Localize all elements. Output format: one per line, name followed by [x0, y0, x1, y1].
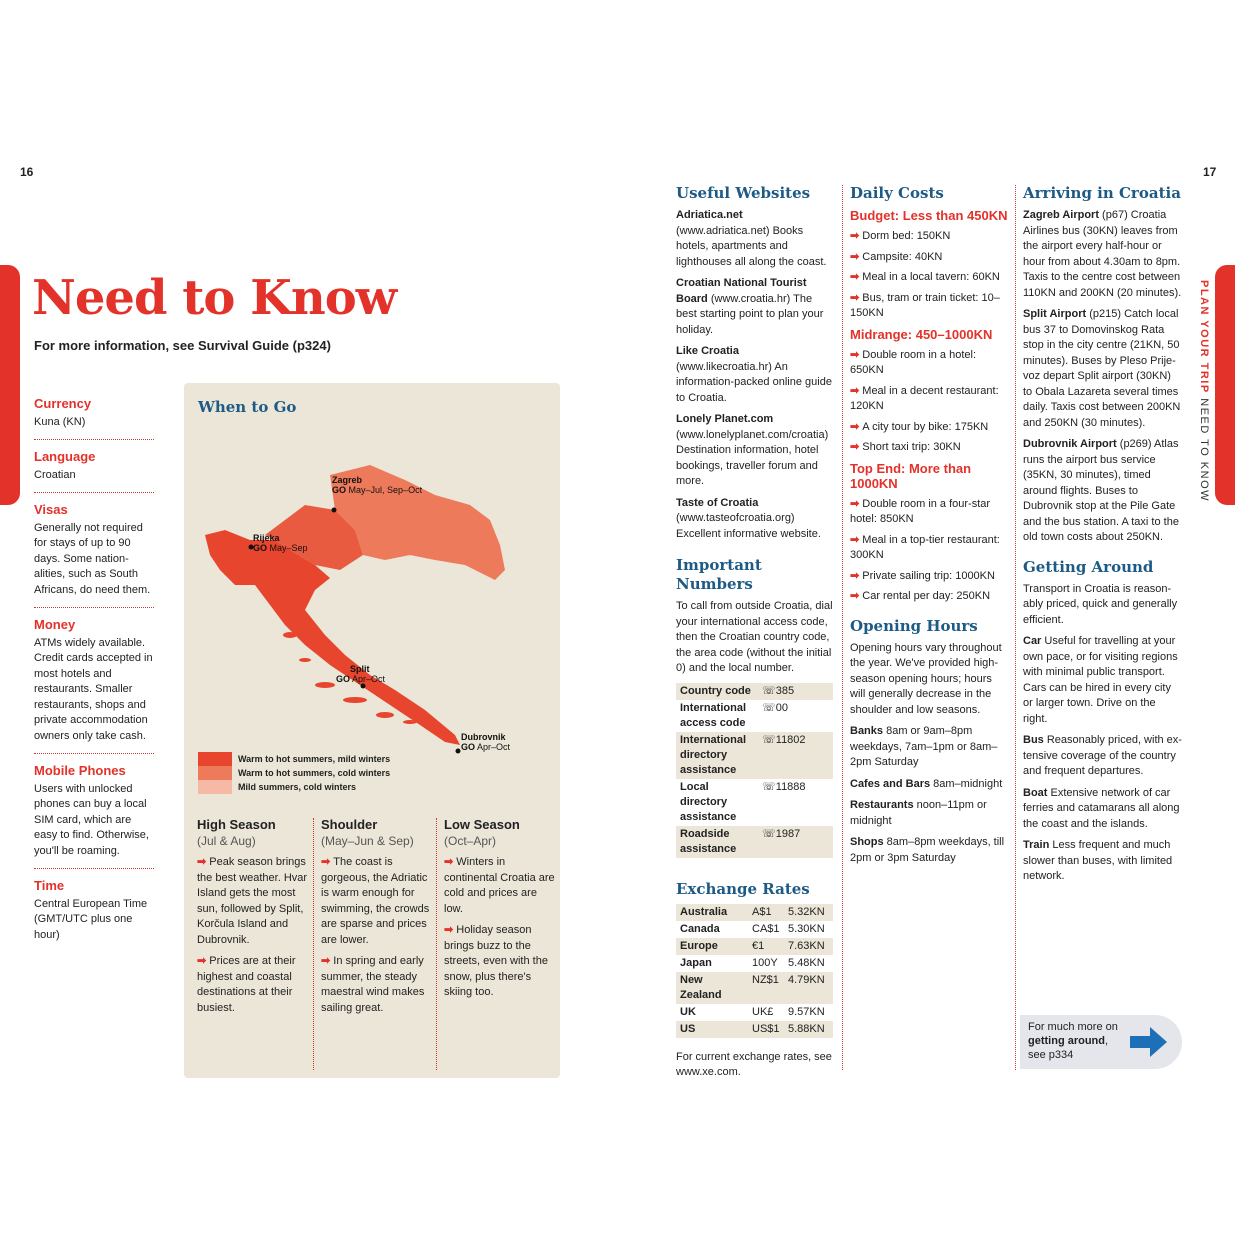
transport-item-name: Boat — [1023, 786, 1048, 799]
page-title: Need to Know — [32, 270, 397, 326]
fact-title: Money — [34, 617, 76, 632]
numbers-value: ☏00 — [762, 701, 789, 714]
season-point: ➡ Winters in continental Croatia are cold and prices are low. — [444, 856, 555, 915]
arrow-right-icon: ➡ — [197, 955, 210, 967]
season-divider — [436, 818, 437, 1070]
exchange-row — [676, 972, 833, 1004]
hours-item: Shops 8am–8pm weekdays, till 2pm or 3pm Saturday — [850, 836, 1005, 864]
website-item-name: Adriatica.net — [676, 209, 743, 221]
transport-item: Boat Extensive network of car ferries and catamarans all along the coast and the islands. — [1023, 786, 1180, 830]
website-item: Taste of Croatia (www.tasteofcroatia.org) Excellent informative website. — [676, 496, 821, 540]
season-dates: (May–Jun & Sep) — [321, 833, 414, 848]
transport-item: Train Less frequent and much slower than buses, with limited network. — [1023, 839, 1173, 882]
exchange-row — [676, 955, 833, 972]
fact-text: Central European Time (GMT/UTC plus one hour) — [34, 897, 148, 941]
hours-item-name: Banks — [850, 725, 884, 737]
website-item: Croatian National Tourist Board (www.croatia.hr) The best starting point to plan your holiday. — [676, 277, 824, 336]
season-point: ➡ The coast is gorgeous, the Adriatic is warm enough for swimming, the crowds are sparse and prices are lower. — [321, 856, 430, 946]
arrow-right-icon: ➡ — [850, 291, 863, 304]
hours-item: Restaurants noon–11pm or midnight — [850, 799, 987, 827]
exchange-rate: 5.30KN — [788, 922, 825, 935]
cost-item: ➡ Meal in a local tavern: 60KN — [850, 271, 1000, 283]
fact-text: Kuna (KN) — [34, 415, 86, 428]
exchange-unit: UK£ — [752, 1005, 774, 1018]
legend-swatch — [198, 780, 232, 794]
numbers-intro: To call from outside Croatia, dial your international access code, then the Croatian country code, the area code (without the initial 0) and the local number. — [676, 600, 833, 674]
map-label-rijeka: Rijeka — [253, 533, 280, 543]
season-dates: (Oct–Apr) — [444, 833, 497, 848]
fact-block — [34, 449, 154, 493]
arriving-item: Dubrovnik Airport (p269) Atlas runs the airport bus service (35KN, 30 minutes), timed around flights. Buses to Dubrovnik stop at the Pile Gate and the bus station. A taxi to the old town costs about 250KN. — [1023, 438, 1179, 543]
map-go-rijeka: GO May–Sep — [253, 543, 308, 553]
exchange-row — [676, 1021, 833, 1038]
phone-icon: ☏ — [762, 733, 776, 746]
websites-title: Useful Websites — [676, 184, 811, 202]
arriving-item-name: Split Airport — [1023, 308, 1087, 320]
arrow-right-icon: ➡ — [850, 441, 863, 453]
chapter-running-head — [1192, 280, 1210, 510]
fact-text: Users with unlocked phones can buy a local SIM card, which are easy to find. Otherwise, you'll be roaming. — [34, 782, 149, 857]
exchange-rate: 9.57KN — [788, 1005, 825, 1018]
fact-title: Mobile Phones — [34, 763, 126, 778]
website-item: Lonely Planet.com (www.lonelyplanet.com/croatia) Destination information, hotel bookings, traveller forum and more. — [676, 413, 829, 487]
exchange-rate: 5.32KN — [788, 905, 825, 918]
fact-title: Language — [34, 449, 96, 464]
season-title: Shoulder — [321, 817, 378, 832]
numbers-title: Important Numbers — [676, 556, 762, 593]
phone-icon: ☏ — [762, 684, 776, 697]
chapter-tab-left — [0, 265, 20, 505]
cost-item: ➡ A city tour by bike: 175KN — [850, 420, 989, 433]
exchange-country: US — [680, 1022, 696, 1035]
hours-title: Opening Hours — [850, 616, 978, 635]
arrow-right-icon: ➡ — [850, 420, 863, 433]
cost-item: ➡ Bus, tram or train ticket: 10–150KN — [850, 291, 1000, 319]
season-point: ➡ Holiday season brings buzz to the streets, even with the snow, plus there's skiing too. — [444, 924, 548, 998]
hours-item: Cafes and Bars 8am–midnight — [850, 777, 1003, 790]
season-low — [444, 817, 556, 1007]
website-item-name: Croatian National Tourist Board — [676, 277, 807, 305]
season-dates: (Jul & Aug) — [197, 833, 256, 848]
costs-list — [850, 208, 1008, 605]
exchange-unit: €1 — [752, 939, 765, 952]
chapter-tab-right — [1215, 265, 1235, 505]
arriving-item-name: Dubrovnik Airport — [1023, 438, 1117, 450]
fact-title: Visas — [34, 502, 68, 517]
hours-item-name: Restaurants — [850, 799, 914, 811]
around-list — [1023, 634, 1183, 885]
fact-title: Currency — [34, 396, 92, 411]
season-shoulder — [321, 817, 433, 1022]
arrow-right-icon: ➡ — [850, 533, 863, 546]
exchange-row — [676, 904, 833, 921]
exchange-country: Canada — [680, 922, 720, 935]
map-go-split: GO Apr–Oct — [336, 674, 386, 684]
column-divider — [1015, 185, 1016, 1070]
arrow-right-icon: ➡ — [850, 348, 863, 361]
numbers-value: ☏385 — [762, 684, 795, 697]
when-to-go-title: When to Go — [198, 398, 297, 416]
around-intro: Transport in Croatia is reason-ably priced, quick and generally efficient. — [1023, 582, 1178, 626]
exchange-title: Exchange Rates — [676, 879, 810, 898]
cost-item: ➡ Double room in a four-star hotel: 850KN — [850, 497, 991, 525]
cost-item: ➡ Meal in a decent restaurant: 120KN — [850, 384, 999, 412]
legend-item — [198, 752, 390, 766]
website-item-name: Taste of Croatia — [676, 496, 759, 509]
legend-label: Mild summers, cold winters — [238, 782, 357, 792]
numbers-label: International directory assistance — [680, 733, 747, 776]
getting-around-crossref[interactable]: For much more on getting around, see p334 — [1020, 1015, 1182, 1069]
column-websites-numbers — [676, 184, 834, 1087]
exchange-unit: A$1 — [752, 905, 772, 918]
phone-icon: ☏ — [762, 701, 776, 714]
arrow-right-icon: ➡ — [321, 955, 334, 967]
numbers-value: ☏11888 — [762, 780, 806, 793]
exchange-country: UK — [680, 1005, 696, 1018]
legend-swatch — [198, 766, 232, 780]
cost-item: ➡ Dorm bed: 150KN — [850, 230, 951, 242]
exchange-unit: CA$1 — [752, 922, 780, 935]
column-arriving-around — [1023, 184, 1183, 891]
map-label-dubrovnik: Dubrovnik — [461, 732, 506, 742]
websites-list — [676, 208, 834, 542]
arriving-item: Zagreb Airport (p67) Croatia Airlines bus (30KN) leaves from the airport every half-hour or hour from about 4.30am to 8pm. Taxis to the centre cost between 110KN and 200KN (20 minutes). — [1023, 209, 1182, 299]
fact-text: Croatian — [34, 468, 76, 481]
arriving-title: Arriving in Croatia — [1023, 184, 1181, 202]
arriving-item-name: Zagreb Airport — [1023, 209, 1099, 221]
arriving-item: Split Airport (p215) Catch local bus 37 to Domovinskog Rata stop in the city centre (21KN, 50 minutes). Buses by Pleso Prije-voz depart Split airport (30KN) to Obala Lazareta several times daily. Taxis cost between 200KN and 250KN (30 minutes). — [1023, 308, 1181, 429]
exchange-row — [676, 938, 833, 955]
fact-block — [34, 878, 154, 952]
cost-tier-heading: Midrange: 450–1000KN — [850, 326, 993, 342]
exchange-unit: NZ$1 — [752, 973, 779, 986]
promo-line1: For much more on — [1028, 1021, 1118, 1033]
cost-item: ➡ Car rental per day: 250KN — [850, 590, 991, 602]
cost-item: ➡ Short taxi trip: 30KN — [850, 441, 961, 453]
cost-item: ➡ Private sailing trip: 1000KN — [850, 569, 995, 582]
arrow-right-icon: ➡ — [850, 569, 863, 582]
exchange-row — [676, 1004, 833, 1021]
exchange-rate: 7.63KN — [788, 939, 825, 952]
transport-item-name: Car — [1023, 635, 1042, 647]
fact-text: ATMs widely available. Credit cards accepted in most hotels and restaurants. Smaller restaurants, shops and private accommodation owners only take cash. — [34, 636, 153, 742]
cost-tier-heading: Budget: Less than 450KN — [850, 208, 1008, 223]
cost-item: ➡ Campsite: 40KN — [850, 250, 943, 263]
fact-block — [34, 502, 154, 608]
map-go-dubrovnik: GO Apr–Oct — [461, 742, 510, 752]
legend-label: Warm to hot summers, mild winters — [238, 754, 391, 764]
arrow-right-icon: ➡ — [850, 384, 863, 397]
arriving-list — [1023, 208, 1183, 546]
cost-item: ➡ Meal in a top-tier restaurant: 300KN — [850, 533, 1000, 561]
season-divider — [313, 818, 314, 1070]
map-label-split: Split — [350, 664, 370, 674]
arrow-right-icon: ➡ — [850, 250, 863, 263]
hours-item-name: Cafes and Bars — [850, 777, 931, 790]
numbers-row — [676, 700, 833, 732]
season-point: ➡ In spring and early summer, the steady maestral wind makes sailing great. — [321, 955, 425, 1014]
arrow-right-icon: ➡ — [850, 590, 863, 602]
cost-item: ➡ Double room in a hotel: 650KN — [850, 348, 977, 376]
numbers-row — [676, 683, 833, 700]
hours-intro: Opening hours vary throughout the year. We've provided high-season opening hours; hours will generally decrease in the shoulder and low seasons. — [850, 641, 1002, 716]
column-costs-hours — [850, 184, 1008, 872]
column-divider — [842, 185, 843, 1070]
arrow-right-icon: ➡ — [444, 856, 457, 868]
arrow-right-icon: ➡ — [444, 924, 457, 936]
running-head-rest: NEED TO KNOW — [1198, 393, 1210, 503]
phone-icon: ☏ — [762, 780, 776, 793]
fact-block — [34, 396, 154, 440]
numbers-label: Country code — [680, 684, 751, 697]
website-item: Like Croatia (www.likecroatia.hr) An information-packed online guide to Croatia. — [676, 345, 832, 404]
hours-list — [850, 724, 1008, 866]
season-title: High Season — [197, 817, 276, 832]
phone-icon: ☏ — [762, 827, 776, 840]
exchange-table — [676, 904, 833, 1038]
arrow-right-icon: ➡ — [850, 497, 863, 510]
climate-legend — [198, 752, 390, 794]
numbers-row — [676, 779, 833, 826]
page-number-right: 17 — [1203, 165, 1217, 179]
numbers-value: ☏11802 — [762, 733, 806, 746]
numbers-label: Local directory assistance — [680, 780, 737, 823]
exchange-unit: US$1 — [752, 1022, 780, 1035]
hours-item-name: Shops — [850, 836, 884, 848]
fact-block — [34, 763, 154, 869]
numbers-value: ☏1987 — [762, 827, 801, 840]
numbers-row — [676, 826, 833, 858]
legend-label: Warm to hot summers, cold winters — [238, 768, 391, 778]
promo-bold: getting around — [1028, 1035, 1105, 1047]
transport-item-name: Bus — [1023, 734, 1044, 746]
croatia-climate-map — [195, 460, 510, 760]
website-item-name: Lonely Planet.com — [676, 413, 774, 425]
arrow-right-icon: ➡ — [850, 230, 863, 242]
costs-title: Daily Costs — [850, 184, 944, 202]
exchange-country: Europe — [680, 939, 718, 952]
arrow-right-icon: ➡ — [850, 271, 863, 283]
exchange-row — [676, 921, 833, 938]
exchange-rate: 4.79KN — [788, 973, 825, 986]
transport-item: Car Useful for travelling at your own pace, or for visiting regions with minimal public transport. Cars can be hired in every city or larger town. Drive on the right. — [1023, 635, 1178, 725]
fact-text: Generally not required for stays of up to 90 days. Some nation-alities, such as South Africans, do need them. — [34, 521, 151, 596]
season-point: ➡ Prices are at their highest and coastal destinations at their busiest. — [197, 955, 296, 1014]
hours-item: Banks 8am or 9am–8pm weekdays, 7am–1pm or 8am–2pm Saturday — [850, 725, 998, 768]
legend-item — [198, 780, 390, 794]
season-title: Low Season — [444, 817, 520, 832]
cost-tier-heading: Top End: More than 1000KN — [850, 460, 972, 491]
fact-block — [34, 617, 154, 754]
exchange-note: For current exchange rates, see www.xe.com. — [676, 1050, 832, 1078]
numbers-label: Roadside assistance — [680, 827, 737, 855]
fact-title: Time — [34, 878, 65, 893]
exchange-country: Japan — [680, 956, 712, 969]
website-item-name: Like Croatia — [676, 345, 739, 357]
exchange-rate: 5.88KN — [788, 1022, 825, 1035]
running-head-highlight: PLAN YOUR TRIP — [1198, 280, 1210, 394]
exchange-unit: 100Y — [752, 956, 778, 969]
numbers-row — [676, 732, 833, 779]
arrow-right-icon: ➡ — [197, 856, 210, 868]
page-number-left: 16 — [20, 165, 34, 179]
quick-facts-sidebar — [34, 396, 154, 961]
arrow-right-icon: ➡ — [321, 856, 334, 868]
exchange-country: New Zealand — [680, 973, 722, 1001]
season-point: ➡ Peak season brings the best weather. Hvar Island gets the most sun, followed by Split, Korčula Island and Dubrovnik. — [197, 856, 308, 946]
map-go-zagreb: GO May–Jul, Sep–Oct — [332, 485, 423, 495]
legend-item — [198, 766, 390, 780]
around-title: Getting Around — [1023, 557, 1154, 576]
numbers-table — [676, 683, 833, 858]
website-item: Adriatica.net (www.adriatica.net) Books hotels, apartments and lighthouses all along the coast. — [676, 209, 827, 268]
page-subtitle: For more information, see Survival Guide (p324) — [34, 338, 331, 353]
big-arrow-icon — [1130, 1025, 1168, 1059]
exchange-rate: 5.48KN — [788, 956, 825, 969]
promo-line2: see p334 — [1028, 1049, 1074, 1061]
map-label-zagreb: Zagreb — [332, 475, 363, 485]
numbers-label: International access code — [680, 701, 747, 729]
legend-swatch — [198, 752, 232, 766]
exchange-country: Australia — [680, 905, 728, 918]
transport-item: Bus Reasonably priced, with ex-tensive coverage of the country and frequent departures. — [1023, 734, 1182, 777]
transport-item-name: Train — [1023, 839, 1050, 851]
season-high — [197, 817, 309, 1022]
